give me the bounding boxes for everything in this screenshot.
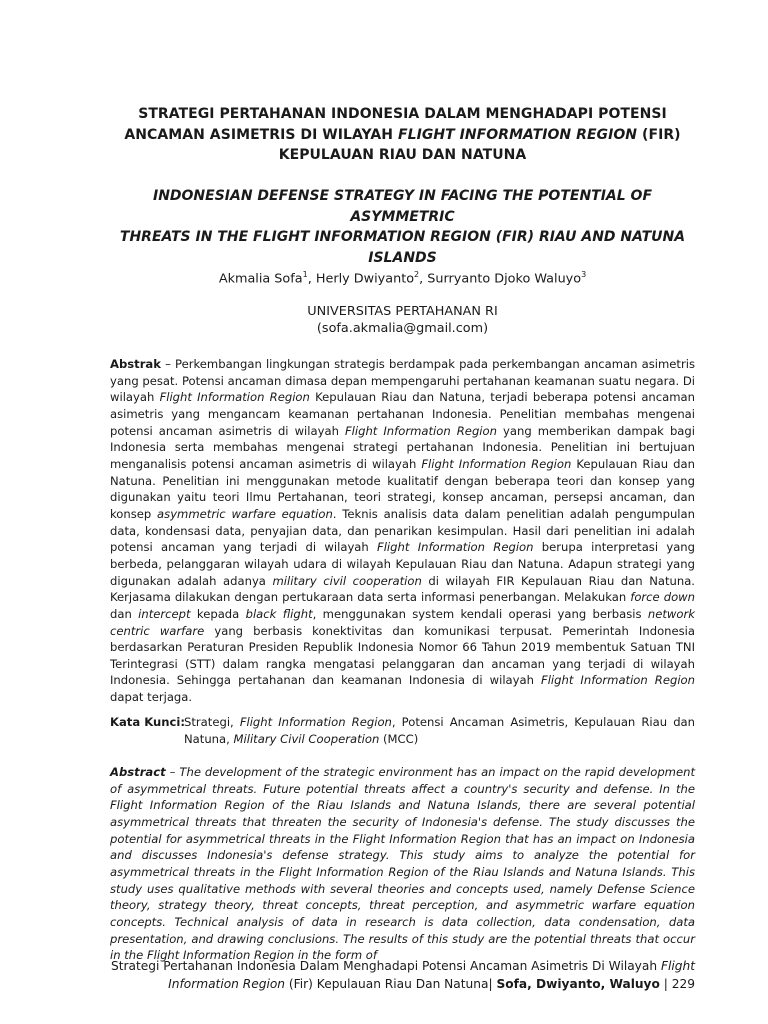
title-id-line2-suffix: (FIR) bbox=[637, 126, 681, 143]
author-2: Herly Dwiyanto bbox=[315, 271, 415, 287]
keyword-text: (MCC) bbox=[379, 731, 419, 746]
author-3: Surryanto Djoko Waluyo bbox=[427, 271, 582, 287]
title-id-line2: ANCAMAN ASIMETRIS DI WILAYAH bbox=[124, 126, 398, 143]
abstrak-dash: – bbox=[160, 357, 176, 371]
footer-title-italic: Information Region bbox=[168, 977, 286, 991]
author-1-affil: 1 bbox=[302, 270, 308, 279]
author-separator: , bbox=[307, 271, 316, 287]
abstrak-term: Flight Information Region bbox=[377, 540, 534, 555]
abstrak-term: Flight Information Region bbox=[344, 423, 497, 438]
abstract-label: Abstract bbox=[110, 765, 166, 779]
keywords-label: Kata Kunci: bbox=[110, 715, 185, 729]
abstrak-term: network centric warfare bbox=[110, 606, 695, 638]
footer-title-italic: Flight bbox=[660, 959, 695, 973]
affiliation bbox=[110, 303, 695, 337]
abstract-english bbox=[110, 764, 695, 964]
author-email: (sofa.akmalia@gmail.com) bbox=[316, 321, 489, 336]
title-id-line1: STRATEGI PERTAHANAN INDONESIA DALAM MENGHADAPI POTENSI bbox=[138, 106, 667, 122]
abstrak-indonesian bbox=[110, 356, 695, 706]
abstrak-text: . Teknis analisis data dalam penelitian adalah pengumpulan data, kondensasi data, penyajian data, dan penarikan kesimpulan. Hasil dari penelitian ini adalah potensi ancaman yang terjadi di wilayah bbox=[110, 506, 695, 555]
title-en-line2: THREATS IN THE FLIGHT INFORMATION REGION (FIR) RIAU AND NATUNA bbox=[119, 229, 686, 245]
abstract-dash: – bbox=[165, 765, 180, 779]
title-id-line2-italic: FLIGHT INFORMATION REGION bbox=[397, 126, 638, 143]
keywords-text bbox=[184, 714, 695, 747]
abstrak-term: force down bbox=[630, 590, 695, 605]
keyword-term: Flight Information Region bbox=[239, 715, 392, 729]
abstrak-term: black flight bbox=[245, 606, 313, 621]
abstrak-text: Kepulauan Riau dan Natuna, terjadi beberapa potensi ancaman asimetris yang mengancam keamanan pertahanan Indonesia. Penelitian membahas mengenai potensi ancaman asimetris di wilayah bbox=[110, 390, 695, 438]
abstrak-text: yang memberikan dampak bagi Indonesia serta membahas mengenai strategi pertahanan Indonesia. Penelitian ini bertujuan menganalisis potensi ancaman asimetris di wilayah bbox=[110, 423, 695, 471]
footer-title: Strategi Pertahanan Indonesia Dalam Menghadapi Potensi Ancaman Asimetris Di Wilayah bbox=[110, 959, 661, 973]
abstract-en-text: The development of the strategic environment has an impact on the rapid development of asymmetrical threats. Future potential threats affect a country's security and defense. In the Flight Information Region of the Riau Islands and Natuna Islands, there are several potential asymmetrical threats that threaten the security of Indonesia's defense. The study discusses the potential for asymmetrical threats in the Flight Information Region that has an impact on Indonesia and discusses Indonesia's defense strategy. This study aims to analyze the potential for asymmetrical threats in the Flight Information Region of the Riau Islands and Natuna Islands. This study uses qualitative methods with several theories and concepts used, namely Defense Science theory, strategy theory, threat concepts, threat perception, and asymmetric warfare equation concepts. Technical analysis of data in research is data collection, data condensation, data presentation, and drawing conclusions. The results of this study are the potential threats that occur in the Flight Information Region in the form of bbox=[110, 765, 695, 963]
title-en-line3: ISLANDS bbox=[368, 249, 437, 266]
abstrak-text: berupa interpretasi yang berbeda, pelanggaran wilayah udara di wilayah Kepulauan Riau dan Natuna. Adapun strategi yang digunakan adalah adanya bbox=[110, 540, 696, 588]
abstrak-text: di wilayah FIR Kepulauan Riau dan Natuna. Kerjasama dilakukan dengan pertukaraan data serta informasi penerbangan. Melakukan bbox=[110, 573, 695, 605]
title-indonesian bbox=[110, 104, 695, 166]
footer-authors: Sofa, Dwiyanto, Waluyo bbox=[496, 977, 660, 991]
abstrak-text: dan bbox=[110, 606, 139, 621]
abstrak-text: dapat terjaga. bbox=[110, 690, 193, 705]
abstrak-term: Flight Information Region bbox=[421, 456, 572, 471]
abstrak-term: Flight Information Region bbox=[159, 390, 310, 405]
institution: UNIVERSITAS PERTAHANAN RI bbox=[307, 304, 498, 319]
author-separator: , bbox=[419, 271, 428, 287]
abstrak-label: Abstrak bbox=[110, 357, 161, 371]
abstrak-term: asymmetric warfare equation bbox=[157, 506, 333, 521]
abstrak-text: kepada bbox=[190, 606, 246, 621]
abstrak-term: military civil cooperation bbox=[272, 573, 422, 588]
author-list bbox=[110, 266, 695, 288]
abstrak-text: Perkembangan lingkungan strategis berdampak pada perkembangan ancaman asimetris yang pesat. Potensi ancaman dimasa depan mempengaruhi pertahanan keamanan suatu negara. Di wilayah bbox=[110, 357, 696, 405]
author-1: Akmalia Sofa bbox=[218, 271, 303, 287]
abstrak-text: , menggunakan system kendali operasi yang berbasis bbox=[312, 606, 648, 621]
title-id-line3: KEPULAUAN RIAU DAN NATUNA bbox=[278, 147, 527, 163]
title-en-line1: INDONESIAN DEFENSE STRATEGY IN FACING THE POTENTIAL OF ASYMMETRIC bbox=[152, 188, 653, 225]
title-english bbox=[110, 186, 695, 268]
keyword-text: , Potensi Ancaman Asimetris, Kepulauan Riau dan Natuna, bbox=[184, 715, 695, 746]
keyword-term: Military Civil Cooperation bbox=[233, 731, 380, 746]
abstrak-text: Kepulauan Riau dan Natuna. Penelitian ini menggunakan metode kualitatif dengan beberapa teori dan konsep yang digunakan yaitu teori Ilmu Pertahanan, teori strategi, konsep ancaman, persepsi ancaman, dan konsep bbox=[110, 456, 695, 521]
keyword-text: Strategi, bbox=[184, 715, 240, 729]
abstrak-term: Flight Information Region bbox=[541, 673, 696, 688]
page-number: | 229 bbox=[659, 977, 695, 991]
abstrak-term: intercept bbox=[138, 606, 191, 621]
footer-separator: | bbox=[488, 977, 497, 991]
abstrak-text: yang berbasis konektivitas dan komunikasi terpusat. Pemerintah Indonesia berdasarkan Peraturan Presiden Republik Indonesia Nomor 66 Tahun 2019 membentuk Satuan TNI Terintegrasi (STT) dalam rangka mengatasi pelanggaran dan ancaman yang terjadi di wilayah Indonesia. Sehingga pertahanan dan keamanan Indonesia di wilayah bbox=[110, 623, 696, 688]
author-3-affil: 3 bbox=[581, 270, 587, 279]
author-2-affil: 2 bbox=[414, 270, 420, 279]
running-footer bbox=[60, 957, 695, 993]
footer-title: (Fir) Kepulauan Riau Dan Natuna bbox=[285, 977, 489, 991]
